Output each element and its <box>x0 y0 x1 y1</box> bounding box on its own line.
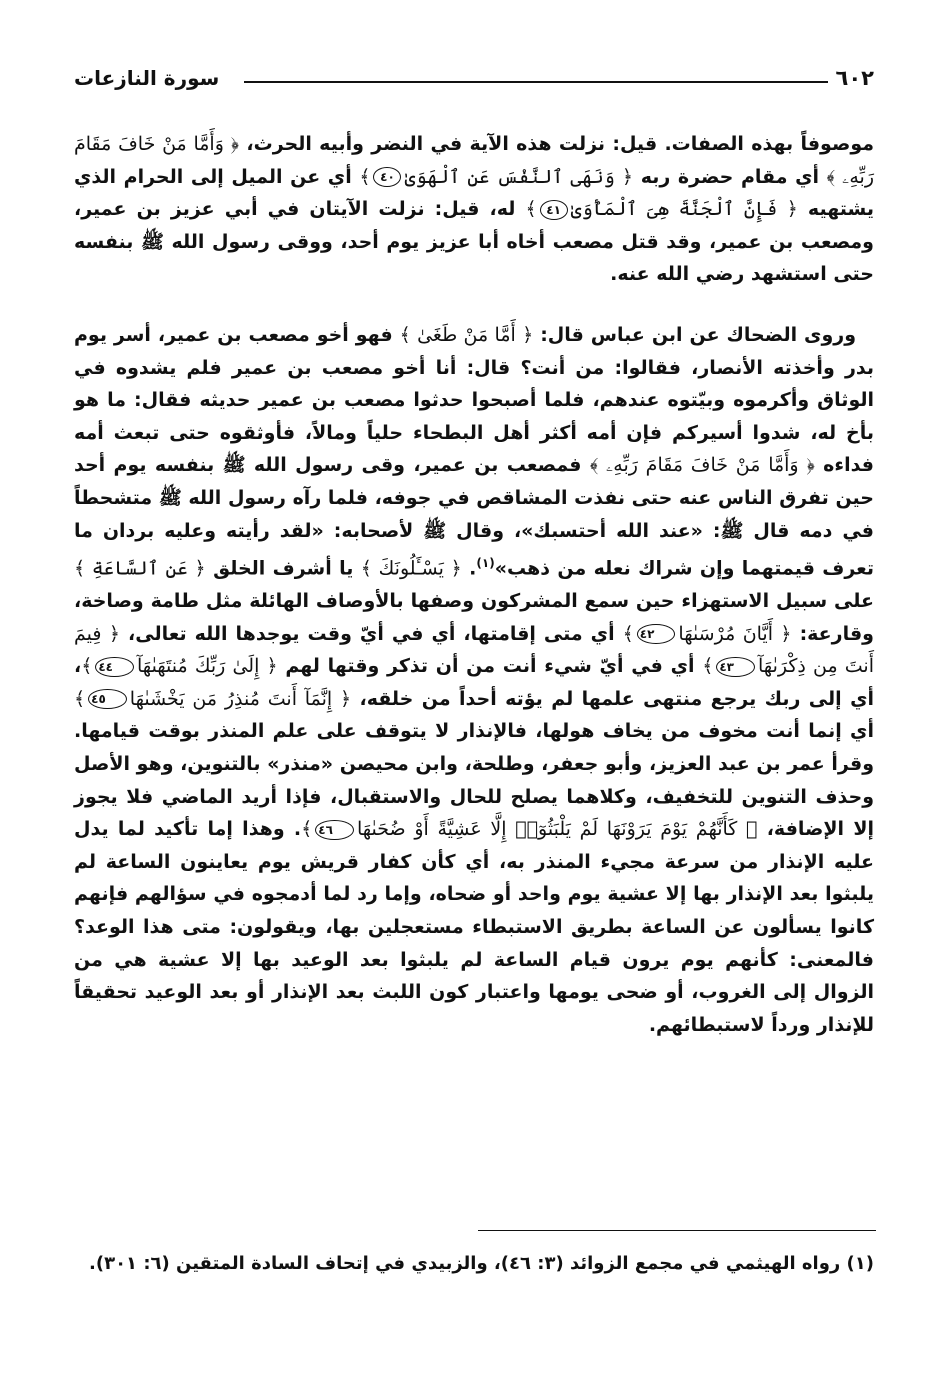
surah-name: سورة النازعات <box>74 66 220 90</box>
ayah-number-marker: ٤٣ <box>716 657 755 677</box>
quran-bracket: ﴾ <box>702 655 714 678</box>
ayah-number-marker: ٤٤ <box>95 657 134 677</box>
quran-verse: ﴿ عَنِ ٱلسَّاعَةِ ﴾ <box>74 557 206 580</box>
text-run: على سبيل الاستهزاء حين سمع المشركون وصفها بالأوصاف الهائلة مثل طامة وصاخة، وقارعة: <box>74 590 874 645</box>
ayah-number-marker: ٤٢ <box>637 624 676 644</box>
text-run: . <box>469 557 477 580</box>
paragraph-1 <box>74 128 874 291</box>
footnote-reference: (١) <box>476 556 495 571</box>
page-header <box>74 64 874 98</box>
ayah-number-marker: ٤٥ <box>88 689 127 709</box>
text-run: فمصعب بن عمير، وقى رسول الله ﷺ بنفسه يوم أحد حين تفرق الناس عنه حتى نفذت المشاقص في جوفه، فلما رآه رسول الله ﷺ متشحطاً في دمه قال ﷺ: «عند الله أحتسبك»، وقال ﷺ لأصحابه: «لقد رأيته وعليه بردان ما تعرف قيمتهما وإن شراك نعله من ذهب» <box>74 454 874 580</box>
quran-verse: ﴿ أَمَّا مَنْ طَغَىٰ ﴾ <box>399 323 534 346</box>
text-run: أي متى إقامتها، أي في أيّ وقت يوجدها الله تعالى، <box>120 622 623 645</box>
ayah-number-marker: ٤١ <box>540 200 568 220</box>
quran-verse: ﴿ يَسْـَٔلُونَكَ ﴾ <box>360 557 462 580</box>
quran-bracket: ﴾ <box>81 655 93 678</box>
ayah-number-marker: ٤٦ <box>315 820 354 840</box>
quran-verse: ﴿ إِنَّمَآ أَنتَ مُنذِرُ مَن يَخْشَىٰهَا <box>129 687 352 710</box>
quran-bracket: ﴾ <box>525 198 537 221</box>
text-run: أي إنما أنت مخوف من يخاف هولها، فالإنذار لا يتوقف على علم المنذر بوقت قيامها. وقرأ عمر بن عبد العزيز، وأبو جعفر، وطلحة، وابن محيصن «منذر» بالتنوين، وهو الأصل وحذف التنوين للتخفيف، وكلاهما يصلح للحال والاستقبال، فإذا أريد الماضي فلا يجوز إلا الإضافة، <box>74 720 874 841</box>
quran-verse: ﴿ وَأَمَّا مَنْ خَافَ مَقَامَ رَبِّهِۦ ﴾ <box>74 133 875 188</box>
quran-verse: ﴿ وَنَهَى ٱلنَّفْسَ عَنِ ٱلْهَوَىٰ <box>404 165 634 188</box>
text-run: أي مقام حضرة ربه <box>633 165 827 188</box>
text-run: أي في أيّ شيء أنت من أن تذكر وقتها لهم <box>277 655 703 678</box>
quran-bracket: ﴾ <box>301 818 313 841</box>
paragraph-2 <box>74 319 874 1041</box>
text-run: موصوفاً بهذه الصفات. قيل: نزلت هذه الآية في النضر وأبيه الحرث، <box>239 133 874 155</box>
text-run: ، أي إلى ربك يرجع منتهى علمها لم يؤته أحداً من خلقه، <box>74 655 874 710</box>
text-run: . وهذا إما تأكيد لما يدل عليه الإنذار من سرعة مجيء المنذر به، أي كأن كفار قريش يوم يعاينون الساعة لم يلبثوا بعد الإنذار بها إلا عشية يوم واحد أو ضحاه، وإما رد لما أدمجوه في سؤالهم فإنهم كانوا يسألون عن الساعة بطريق الاستبطاء مستعجلين بها، ويقولون: متى هذا الوعد؟ فالمعنى: كأنهم يوم يرون قيام الساعة لم يلبثوا بعد الوعيد بها إلا عشية هي من الزوال إلى الغروب، أو ضحى يومها واعتبار كون اللبث بعد الإنذار أو بعد الوعيد تحقيقاً للإنذار ورداً لاستبطائهم. <box>74 818 874 1036</box>
ayah-number-marker: ٤٠ <box>373 167 401 187</box>
main-text <box>74 128 874 1041</box>
text-run: أي عن الميل إلى الحرام الذي يشتهيه <box>74 165 874 221</box>
text-run: فهو أخو مصعب بن عمير، أسر يوم بدر وأخذته الأنصار، فقالوا: من أنت؟ قال: أنا أخو مصعب بن عمير فلم يشدوه في الوثاق وأكرموه وبيّتوه عندهم، فلما أصبحوا حدثوا مصعب بن عمير حديثه فقال: ما هو بأخ له، شدوا أسيركم فإن أمه أكثر أهل البطحاء حلياً ومالاً، فأوثقوه حتى تبعث أمه فداءه <box>74 323 874 477</box>
quran-verse: ﴿ فَإِنَّ ٱلْجَنَّةَ هِىَ ٱلْمَأْوَىٰ <box>570 198 798 221</box>
footnote-separator <box>478 1230 876 1231</box>
quran-verse: ﴿ أَيَّانَ مُرْسَىٰهَا <box>678 622 792 645</box>
text-run: وروى الضحاك عن ابن عباس قال: <box>533 323 857 346</box>
quran-bracket: ﴾ <box>359 165 371 188</box>
text-run: يا أشرف الخلق <box>205 557 361 580</box>
quran-bracket: ﴾ <box>74 687 86 710</box>
header-rule <box>244 81 828 83</box>
quran-bracket: ﴾ <box>622 622 634 645</box>
footnote: (١) رواه الهيثمي في مجمع الزوائد (٣: ٤٦)، والزبيدي في إتحاف السادة المتقين (٦: ٣٠١). <box>89 1253 874 1274</box>
page-number: ٦٠٢ <box>835 66 874 90</box>
quran-verse: ﴿ وَأَمَّا مَنْ خَافَ مَقَامَ رَبِّهِۦ ﴾ <box>589 454 815 477</box>
quran-verse: ﴿ إِلَىٰ رَبِّكَ مُنتَهَىٰهَآ <box>137 655 278 678</box>
quran-verse: ﴿ كَأَنَّهُمْ يَوْمَ يَرَوْنَهَا لَمْ يَلْبَثُوٓا۟ إِلَّا عَشِيَّةً أَوْ ضُحَىٰهَا <box>356 818 758 841</box>
text-run: له، قيل: نزلت الآيتان في أبي عزيز بن عمير، ومصعب بن عمير، وقد قتل مصعب أخاه أبا عزيز يوم أحد، ووقى رسول الله ﷺ بنفسه حتى استشهد رضي الله عنه. <box>74 198 874 286</box>
quran-verse: ﴿ فِيمَ أَنتَ مِن ذِكْرَىٰهَآ <box>74 622 874 678</box>
